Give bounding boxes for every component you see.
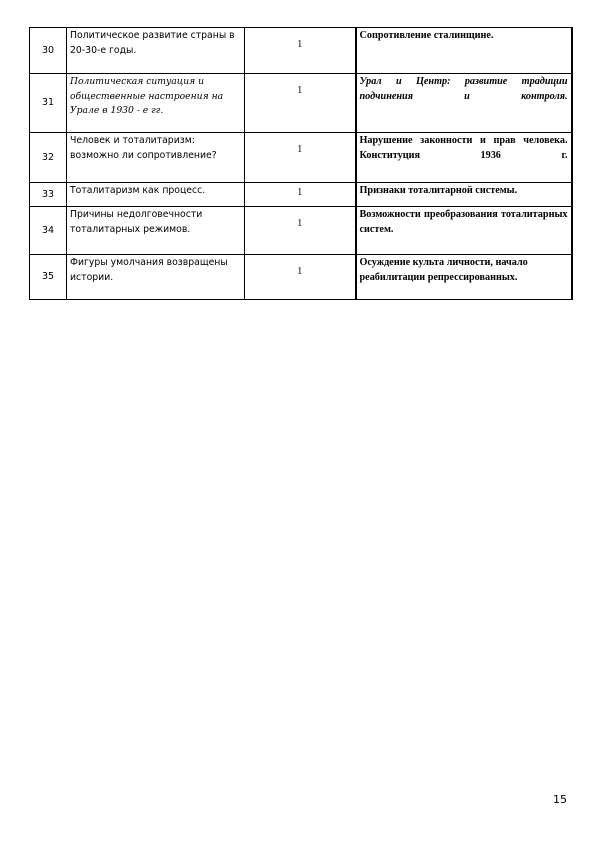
table-row [30,183,572,207]
table-row [30,133,572,183]
lesson-number: 33 [30,183,67,207]
lesson-hours: 1 [245,28,356,74]
lesson-hours: 1 [245,133,356,183]
lesson-number: 34 [30,207,67,255]
lesson-hours: 1 [245,207,356,255]
lesson-topic: Политическое развитие страны в 20-30-е годы. [67,28,245,74]
lesson-content: Нарушение законности и прав человека. Конституция 1936 г. [356,133,572,183]
lesson-hours: 1 [245,183,356,207]
lesson-topic: Политическая ситуация и общественные настроения на Урале в 1930 - е гг. [67,74,245,133]
lesson-topic: Человек и тоталитаризм: возможно ли сопротивление? [67,133,245,183]
lesson-content: Осуждение культа личности, начало реабилитации репрессированных. [356,255,572,300]
table-row [30,28,572,74]
table-row [30,255,572,300]
lesson-plan-table [29,27,573,300]
lesson-content: Признаки тоталитарной системы. [356,183,572,207]
lesson-content: Возможности преобразования тоталитарных систем. [356,207,572,255]
lesson-hours: 1 [245,255,356,300]
lesson-content: Урал и Центр: развитие традиции подчинения и контроля. [356,74,572,133]
lesson-content: Сопротивление сталинщине. [356,28,572,74]
lesson-number: 31 [30,74,67,133]
lesson-hours: 1 [245,74,356,133]
table-row [30,74,572,133]
lesson-topic: Фигуры умолчания возвращены истории. [67,255,245,300]
page-number: 15 [553,793,567,806]
lesson-number: 35 [30,255,67,300]
lesson-topic: Причины недолговечности тоталитарных режимов. [67,207,245,255]
lesson-number: 32 [30,133,67,183]
lesson-number: 30 [30,28,67,74]
table-row [30,207,572,255]
lesson-topic: Тоталитаризм как процесс. [67,183,245,207]
